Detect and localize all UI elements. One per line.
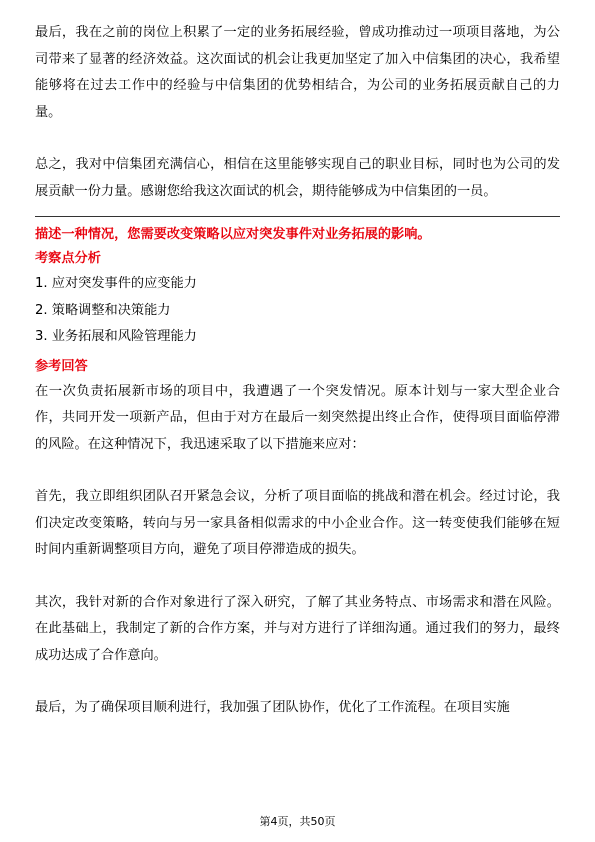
paragraph-spacer <box>35 669 560 695</box>
paragraph-spacer <box>35 564 560 590</box>
analysis-heading: 考察点分析 <box>35 251 101 266</box>
paragraph-spacer <box>35 126 560 152</box>
section-divider <box>35 216 560 217</box>
answer-paragraph-4: 最后，为了确保项目顺利进行，我加强了团队协作，优化了工作流程。在项目实施 <box>35 700 510 715</box>
question-title: 描述一种情况，您需要改变策略以应对突发事件对业务拓展的影响。 <box>35 227 431 242</box>
page-number: 第4页，共50页 <box>259 815 336 828</box>
analysis-point-2: 2. 策略调整和决策能力 <box>35 302 171 318</box>
intro-paragraph-1: 最后，我在之前的岗位上积累了一定的业务拓展经验，曾成功推动过一项项目落地，为公司带来了显著的经济效益。这次面试的机会让我更加坚定了加入中信集团的决心，我希望能够将在过去工作中的经验与中信集团的优势相结合，为公司的业务拓展贡献自己的力量。 <box>35 25 560 120</box>
paragraph-spacer <box>35 458 560 484</box>
answer-paragraph-2: 首先，我立即组织团队召开紧急会议，分析了项目面临的挑战和潜在机会。经过讨论，我们决定改变策略，转向与另一家具备相似需求的中小企业合作。这一转变使我们能够在短时间内重新调整项目方向，避免了项目停滞造成的损失。 <box>35 489 560 557</box>
answer-paragraph-1: 在一次负责拓展新市场的项目中，我遭遇了一个突发情况。原本计划与一家大型企业合作，共同开发一项新产品，但由于对方在最后一刻突然提出终止合作，使得项目面临停滞的风险。在这种情况下，我迅速采取了以下措施来应对： <box>35 383 560 452</box>
analysis-point-1: 1. 应对突发事件的应变能力 <box>35 276 197 291</box>
answer-paragraph-3: 其次，我针对新的合作对象进行了深入研究，了解了其业务特点、市场需求和潜在风险。在此基础上，我制定了新的合作方案，并与对方进行了详细沟通。通过我们的努力，最终成功达成了合作意向。 <box>35 594 560 663</box>
document-page <box>35 20 560 722</box>
analysis-point-3: 3. 业务拓展和风险管理能力 <box>35 329 197 344</box>
answer-heading: 参考回答 <box>35 358 88 374</box>
intro-paragraph-2: 总之，我对中信集团充满信心，相信在这里能够实现自己的职业目标，同时也为公司的发展贡献一份力量。感谢您给我这次面试的机会，期待能够成为中信集团的一员。 <box>35 157 560 199</box>
